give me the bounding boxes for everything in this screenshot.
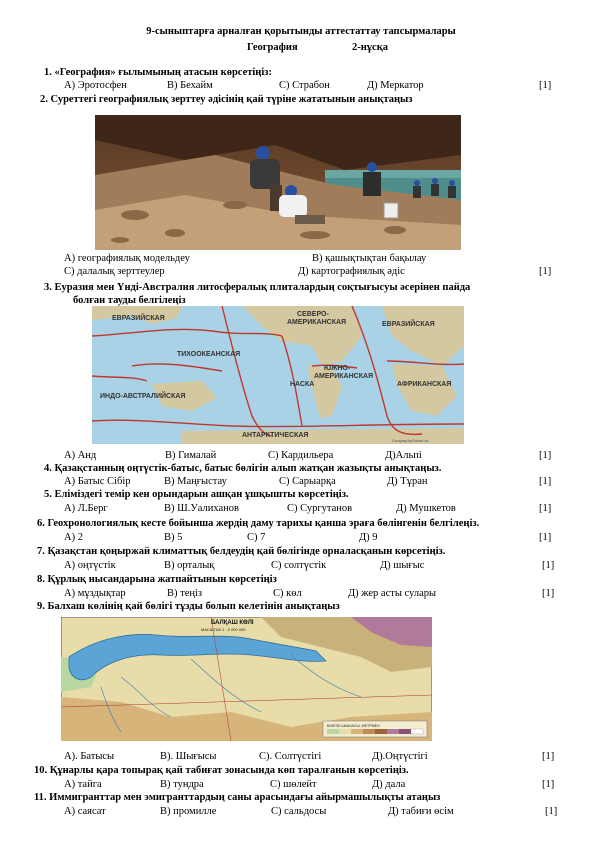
score-mark: [1] (539, 80, 552, 91)
question-3: 3. Еуразия мен Үнді-Австралия литосфералық плиталардың соқтығысуы әсерінен пайда (44, 282, 471, 293)
option-b: В) Маңғыстау (164, 476, 227, 487)
option-d: Д) 9 (359, 532, 378, 543)
plate-map (92, 306, 464, 444)
option-c: С) шөлейт (270, 779, 317, 790)
plate-label: ТИХООКЕАНСКАЯ (177, 351, 241, 358)
variant-label: 2-нұсқа (352, 42, 389, 53)
option-b: В) теңіз (167, 588, 203, 599)
map-credit: GeographyOnline-kz (392, 438, 429, 443)
score-mark: [1] (539, 476, 552, 487)
option-a: А). Батысы (64, 751, 115, 762)
option-a: А) Батыс Сібір (64, 476, 131, 487)
map-scale: МАСШТАБ 1 : 2 000 000 (201, 627, 246, 632)
plate-label: ЕВРАЗИЙСКАЯ (112, 315, 165, 322)
question-6: 6. Геохронологиялық кесте бойынша жердің даму тарихы қанша эраға бөлінгенін белгілеңіз. (37, 518, 480, 529)
plate-label: АФРИКАНСКАЯ (397, 381, 452, 388)
option-b: В) Гималай (165, 450, 217, 461)
question-8: 8. Құрлық нысандарына жатпайтынын көрсетіңіз (37, 574, 277, 585)
map-title: БАЛҚАШ КӨЛІ (211, 620, 254, 626)
option-d: Д) шығыс (380, 560, 425, 571)
page-title: 9-сыныптарға арналған қорытынды аттестаттау тапсырмалары (146, 26, 456, 37)
option-c: С) Кардильера (268, 450, 334, 461)
option-a: А) 2 (64, 532, 83, 543)
option-a: А) мұздықтар (64, 588, 126, 599)
question-11: 11. Иммигранттар мен эмигранттардың саны арасындағы айырмашылықты атаңыз (34, 792, 441, 803)
score-mark: [1] (542, 751, 555, 762)
option-d: Д) Мушкетов (396, 503, 456, 514)
score-mark: [1] (539, 450, 552, 461)
question-5: 5. Еліміздегі темір кен орындарын ашқан ұшқышты көрсетіңіз. (44, 489, 349, 500)
score-mark: [1] (539, 503, 552, 514)
score-mark: [1] (545, 806, 558, 817)
plate-label: АНТАРКТИЧЕСКАЯ (242, 432, 309, 439)
field-research-photo (95, 115, 461, 250)
question-2: 2. Суреттегі географиялық зерттеу әдісінің қай түріне жататынын анықтаңыз (40, 94, 413, 105)
balkhash-map-drawing (61, 617, 432, 741)
plate-map-drawing (92, 306, 464, 444)
option-c: С). Солтүстігі (259, 751, 322, 762)
question-4: 4. Қазақстанның оңтүстік-батыс, батыс бөлігін алып жатқан жазықты анықтаңыз. (44, 463, 442, 474)
option-c: С) Сургутанов (287, 503, 353, 514)
option-d: Д).Оңтүстігі (372, 751, 428, 762)
option-a: А) тайга (64, 779, 102, 790)
question-9: 9. Балхаш көлінің қай бөлігі тұзды болып келетінін анықтаңыз (37, 601, 340, 612)
option-b: В) Бехайм (167, 80, 213, 91)
plate-label: СЕВЕРО- (297, 311, 329, 318)
option-b: В). Шығысы (160, 751, 217, 762)
elevation-scale (327, 729, 423, 734)
option-b: В) 5 (164, 532, 183, 543)
score-mark: [1] (542, 560, 555, 571)
question-3-cont: болған тауды белгілеңіз (73, 295, 186, 306)
plate-label: ЮЖНО- (324, 365, 351, 372)
option-c: С) Сарыарқа (279, 476, 336, 487)
score-mark: [1] (539, 266, 552, 277)
option-a: А) оңтүстік (64, 560, 116, 571)
plate-label: ЕВРАЗИЙСКАЯ (382, 321, 435, 328)
question-1: 1. «География» ғылымының атасын көрсетіңіз: (44, 67, 272, 78)
option-a: А) саясат (64, 806, 106, 817)
option-a: А) Эротосфен (64, 80, 127, 91)
option-c: С) солтүстік (271, 560, 327, 571)
option-b: В) қашықтықтан бақылау (312, 253, 427, 264)
score-mark: [1] (542, 588, 555, 599)
score-mark: [1] (539, 532, 552, 543)
option-a: А) географиялық модельдеу (64, 253, 190, 264)
option-d: Д) картографиялық әдіс (298, 266, 405, 277)
plate-label: ИНДО-АВСТРАЛИЙСКАЯ (100, 393, 186, 400)
plate-label: НАСКА (290, 381, 315, 388)
option-d: Д) табиғи өсім (388, 806, 454, 817)
legend-title: БИІКТІК ШКАЛАСЫ, МЕТРМЕН (327, 724, 380, 728)
option-d: Д) жер асты сулары (348, 588, 437, 599)
option-b: В) орталық (164, 560, 215, 571)
option-c: С) көл (273, 588, 302, 599)
question-7: 7. Қазақстан қоңыржай климаттық белдеудің қай бөлігінде орналасқанын көрсетіңіз. (37, 546, 446, 557)
field-research-photo-drawing (95, 115, 461, 250)
option-c: С) Страбон (279, 80, 330, 91)
option-d: Д)Альпі (385, 450, 422, 461)
option-b: В) тундра (160, 779, 204, 790)
option-a: А) Анд (64, 450, 97, 461)
balkhash-map (61, 617, 432, 741)
plate-label: АМЕРИКАНСКАЯ (287, 319, 347, 326)
question-10: 10. Құнарлы қара топырақ қай табиғат зонасында көп таралғанын көрсетіңіз. (34, 765, 409, 776)
option-c: С) далалық зерттеулер (64, 266, 165, 277)
option-a: А) Л.Берг (64, 503, 108, 514)
option-c: С) 7 (247, 532, 266, 543)
option-d: Д) Меркатор (367, 80, 424, 91)
option-b: В) промилле (160, 806, 217, 817)
option-d: Д) дала (372, 779, 406, 790)
option-c: С) сальдосы (271, 806, 327, 817)
plate-label: АМЕРИКАНСКАЯ (314, 373, 374, 380)
score-mark: [1] (542, 779, 555, 790)
subject-label: География (247, 42, 298, 53)
option-b: В) Ш.Уалиханов (164, 503, 239, 514)
option-d: Д) Тұран (387, 476, 428, 487)
